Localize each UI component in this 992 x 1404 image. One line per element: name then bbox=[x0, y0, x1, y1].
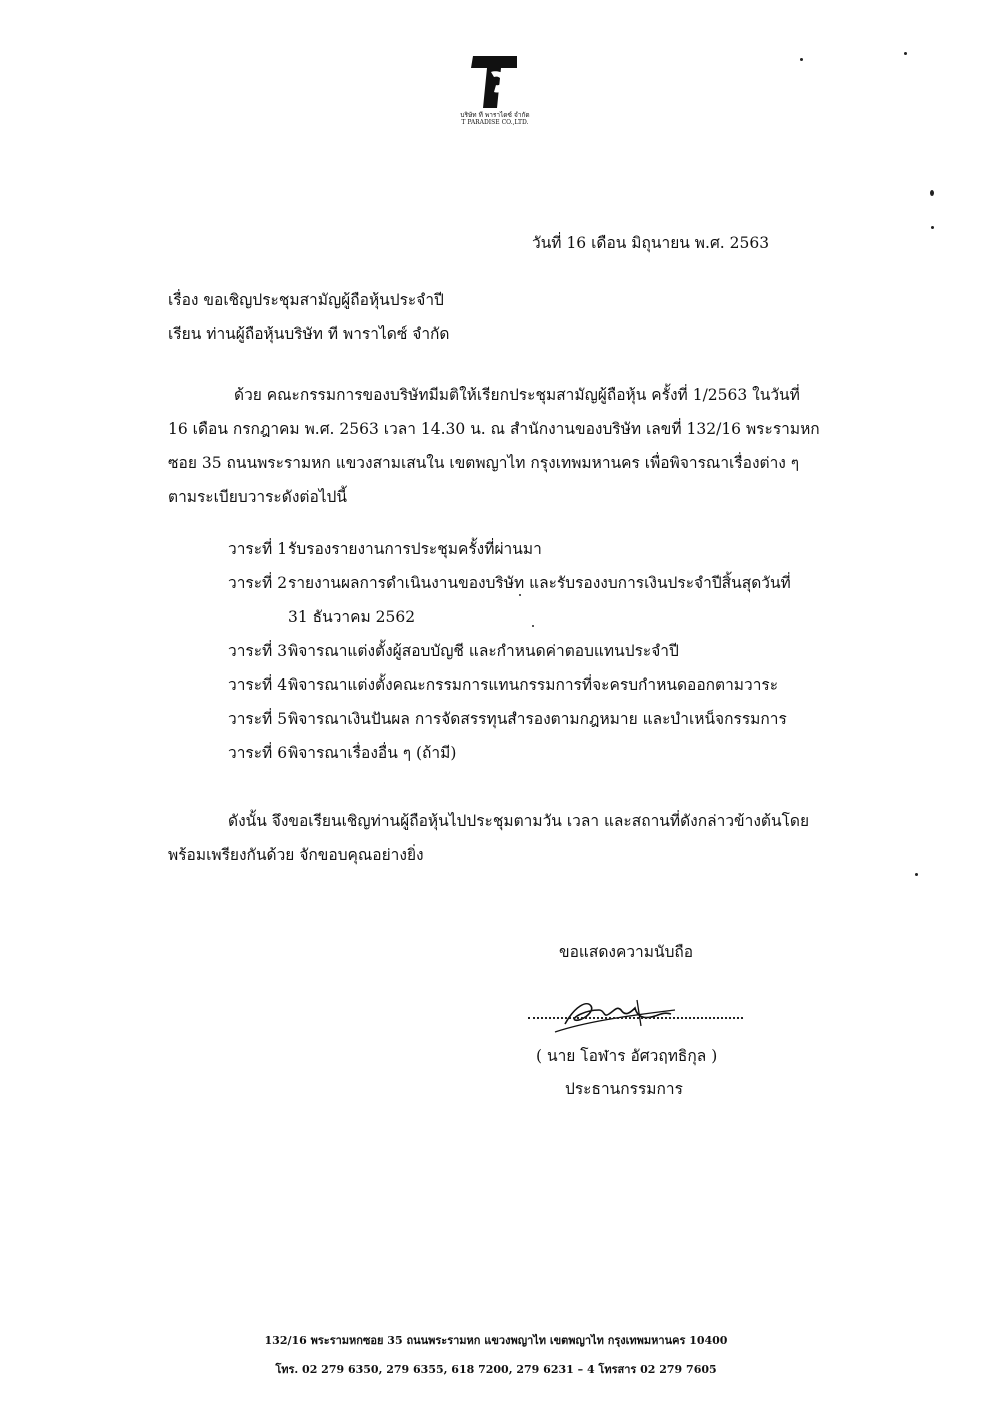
agenda-label: วาระที่ 1 bbox=[228, 540, 288, 558]
agenda-item-5 bbox=[228, 706, 787, 731]
signer-name: ( นาย โอฬาร อัศวฤทธิกุล ) bbox=[536, 1047, 718, 1065]
intro-line: ด้วย คณะกรรมการของบริษัทมีมติให้เรียกประชุมสามัญผู้ถือหุ้น ครั้งที่ 1/2563 ในวันที่ bbox=[234, 386, 800, 404]
logo-company-english: T PARADISE CO.,LTD. bbox=[461, 119, 529, 126]
footer-address: 132/16 พระรามหกซอย 35 ถนนพระรามหก แขวงพญาไท เขตพญาไท กรุงเทพมหานคร 10400 bbox=[264, 1334, 728, 1347]
agenda-item-3 bbox=[228, 638, 679, 663]
logo-company-thai: บริษัท ที พาราไดซ์ จำกัด bbox=[460, 111, 530, 119]
agenda-text: พิจารณาแต่งตั้งผู้สอบบัญชี และกำหนดค่าตอบแทนประจำปี bbox=[288, 642, 679, 660]
footer-phones: โทร. 02 279 6350, 279 6355, 618 7200, 279 6231 – 4 โทรสาร 02 279 7605 bbox=[275, 1363, 717, 1376]
scan-speck bbox=[532, 625, 534, 627]
closing-paragraph bbox=[168, 804, 828, 872]
agenda-label: วาระที่ 6 bbox=[228, 744, 288, 762]
agenda-text: รับรองรายงานการประชุมครั้งที่ผ่านมา bbox=[288, 540, 542, 558]
agenda-label: วาระที่ 2 bbox=[228, 574, 288, 592]
signature-icon bbox=[525, 996, 750, 1036]
signature-line bbox=[528, 1017, 743, 1019]
agenda-text: รายงานผลการดำเนินงานของบริษัท และรับรองงบการเงินประจำปีสิ้นสุดวันที่ bbox=[288, 574, 791, 592]
agenda-item-2-continuation: 31 ธันวาคม 2562 bbox=[288, 608, 416, 626]
signoff-text: ขอแสดงความนับถือ bbox=[559, 943, 694, 961]
intro-line: ตามระเบียบวาระดังต่อไปนี้ bbox=[168, 488, 347, 506]
agenda-item-2 bbox=[228, 570, 791, 595]
agenda-item-4 bbox=[228, 672, 778, 697]
agenda-text: พิจารณาเงินปันผล การจัดสรรทุนสำรองตามกฎหมาย และบำเหน็จกรรมการ bbox=[288, 710, 787, 728]
closing-line: พร้อมเพรียงกันด้วย จักขอบคุณอย่างยิ่ง bbox=[168, 846, 424, 864]
agenda-item-6 bbox=[228, 740, 456, 765]
agenda-label: วาระที่ 5 bbox=[228, 710, 288, 728]
letter-subject: เรื่อง ขอเชิญประชุมสามัญผู้ถือหุ้นประจำปี bbox=[168, 291, 444, 309]
scan-speck bbox=[915, 873, 918, 876]
agenda-label: วาระที่ 3 bbox=[228, 642, 288, 660]
t-paradise-logo-icon bbox=[467, 52, 523, 110]
intro-paragraph bbox=[168, 378, 828, 514]
signer-title: ประธานกรรมการ bbox=[565, 1080, 683, 1098]
company-logo bbox=[455, 52, 535, 134]
agenda-label: วาระที่ 4 bbox=[228, 676, 288, 694]
closing-line: ดังนั้น จึงขอเรียนเชิญท่านผู้ถือหุ้นไปประชุมตามวัน เวลา และสถานที่ดังกล่าวข้างต้นโดย bbox=[228, 812, 810, 830]
handwritten-signature bbox=[525, 996, 750, 1036]
scan-speck bbox=[931, 226, 934, 229]
agenda-text: พิจารณาแต่งตั้งคณะกรรมการแทนกรรมการที่จะครบกำหนดออกตามวาระ bbox=[288, 676, 779, 694]
scan-speck bbox=[904, 52, 907, 55]
scan-speck bbox=[930, 190, 934, 196]
intro-line: ซอย 35 ถนนพระรามหก แขวงสามเสนใน เขตพญาไท กรุงเทพมหานคร เพื่อพิจารณาเรื่องต่าง ๆ bbox=[168, 454, 800, 472]
agenda-item-1 bbox=[228, 536, 542, 561]
letter-date: วันที่ 16 เดือน มิถุนายน พ.ศ. 2563 bbox=[532, 234, 770, 252]
intro-line: 16 เดือน กรกฎาคม พ.ศ. 2563 เวลา 14.30 น. ณ สำนักงานของบริษัท เลขที่ 132/16 พระรามหก bbox=[168, 420, 820, 438]
agenda-text: พิจารณาเรื่องอื่น ๆ (ถ้ามี) bbox=[288, 744, 457, 762]
scan-speck bbox=[519, 594, 521, 596]
letter-addressee: เรียน ท่านผู้ถือหุ้นบริษัท ที พาราไดซ์ จำกัด bbox=[168, 325, 450, 343]
scan-speck bbox=[800, 58, 803, 61]
